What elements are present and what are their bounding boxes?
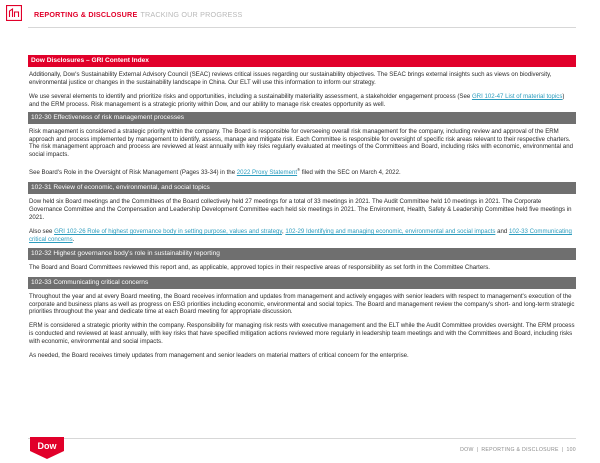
paragraph-102-33-2: ERM is considered a strategic priority within the company. Responsibility for managing risk rests with executive management and the ELT while the Audit Committee provides oversight. The ERM process is conducted and reviewed at least annually, with key risks that have specified mitigation actions reviewed more regularly in leadership team meetings and with the Committees and Board, including risks with economic, environmental and social impacts.: [29, 322, 575, 346]
report-document-icon: [6, 5, 22, 21]
header-divider: [28, 27, 576, 28]
dow-logo-text: Dow: [37, 441, 57, 451]
main-content: [28, 55, 576, 360]
proxy-statement-link[interactable]: 2022 Proxy Statement: [236, 169, 298, 177]
paragraph-102-30-1: Risk management is considered a strategic priority within the company. The Board is responsible for overseeing overall risk management for the company, including review and approval of the ERM approach and process implemented by management to identify, assess, manage and mitigate risk. Each Committee is responsible for oversight of specific risk areas relevant to their respective charters. The risk management approach and process are reviewed at least annually with key risks regularly evaluated at meetings of the Committees and Board, including risks with economic, environmental and social impacts.: [29, 127, 573, 159]
paragraph-102-31-1: Dow held six Board meetings and the Committees of the Board collectively held 27 meetings for a total of 33 meetings in 2021. The Audit Committee held 10 meetings in 2021. The Corporate Governance Committee and the Compensation and Leadership Development Committee each held six meetings in 2021. The Environment, Health, Safety & Leadership Committee held five meetings in 2021.: [29, 198, 572, 221]
breadcrumb-subsection[interactable]: TRACKING OUR PROGRESS: [140, 10, 243, 19]
gri-index-title-bar: Dow Disclosures – GRI Content Index: [28, 55, 576, 67]
footer-brand: DOW: [460, 447, 474, 453]
section-header-102-30: 102-30 Effectiveness of risk management processes: [28, 112, 576, 124]
section-header-102-32: 102-32 Highest governance body's role in sustainability reporting: [28, 248, 576, 260]
paragraph-102-30-2: See Board's Role in the Oversight of Risk Management (Pages 33-34) in the 2022 Proxy Statement® filed with the SEC on March 4, 2022.: [29, 167, 401, 177]
breadcrumb: [34, 10, 242, 19]
dow-diamond-logo: [30, 437, 64, 459]
gri-102-33-link[interactable]: 102-33 Communicating critical concerns: [29, 227, 572, 243]
section-header-102-33: 102-33 Communicating critical concerns: [28, 277, 576, 289]
breadcrumb-section[interactable]: REPORTING & DISCLOSURE: [34, 10, 138, 19]
gri-102-29-link[interactable]: 102-29 Identifying and managing economic, environmental and social impacts: [285, 227, 496, 235]
section-header-102-31: 102-31 Review of economic, environmental, and social topics: [28, 182, 576, 194]
paragraph-102-32-1: The Board and Board Committees reviewed this report and, as applicable, approved topics in their respective areas of responsibility as set forth in the Committee Charters.: [29, 263, 490, 271]
paragraph-102-33-3: As needed, the Board receives timely updates from management and senior leaders on material matters of critical concern for the enterprise.: [29, 352, 409, 360]
gri-102-26-link[interactable]: GRI 102-26 Role of highest governance body in setting purpose, values and strategy: [54, 227, 282, 235]
intro-paragraph-1: Additionally, Dow's Sustainability External Advisory Council (SEAC) reviews critical issues regarding our sustainability objectives. The SEAC brings external insights such as views on biodiversity, environmental justice or changes in the sustainability landscape in China. Our ELT will use this information to inform our strategy.: [29, 71, 552, 86]
intro-paragraph-2: We use several elements to identify and prioritize risks and opportunities, including a sustainability materiality assessment, a stakeholder engagement process (See GRI 102-47 List of material topics) and the ERM process. Risk management is a strategic priority within Dow, and our ability to manage risk creates opportunity as well.: [29, 92, 565, 108]
footer-section-link[interactable]: REPORTING & DISCLOSURE: [481, 447, 559, 453]
gri-102-47-link[interactable]: GRI 102-47 List of material topics: [471, 92, 563, 100]
footer-nav: DOW | REPORTING & DISCLOSURE | 100: [460, 447, 576, 453]
paragraph-102-31-2: Also see GRI 102-26 Role of highest governance body in setting purpose, values and strategy, 102-29 Identifying and managing economic, environmental and social impacts and 102-33 Communicating critical concerns.: [29, 227, 572, 243]
page-header: [0, 0, 600, 30]
footer-divider: [28, 438, 576, 439]
page-number: 100: [566, 447, 576, 453]
paragraph-102-33-1: Throughout the year and at every Board meeting, the Board receives information and updates from management and actively engages with senior leaders with respect to management's execution of the corporate and business plans as well as progress on ESG priorities including economic, environmental and social topics. The Board and management review the company's short- and long-term strategic priorities throughout the year and dedicate time at each Board meeting for appropriate discussion.: [29, 292, 575, 316]
